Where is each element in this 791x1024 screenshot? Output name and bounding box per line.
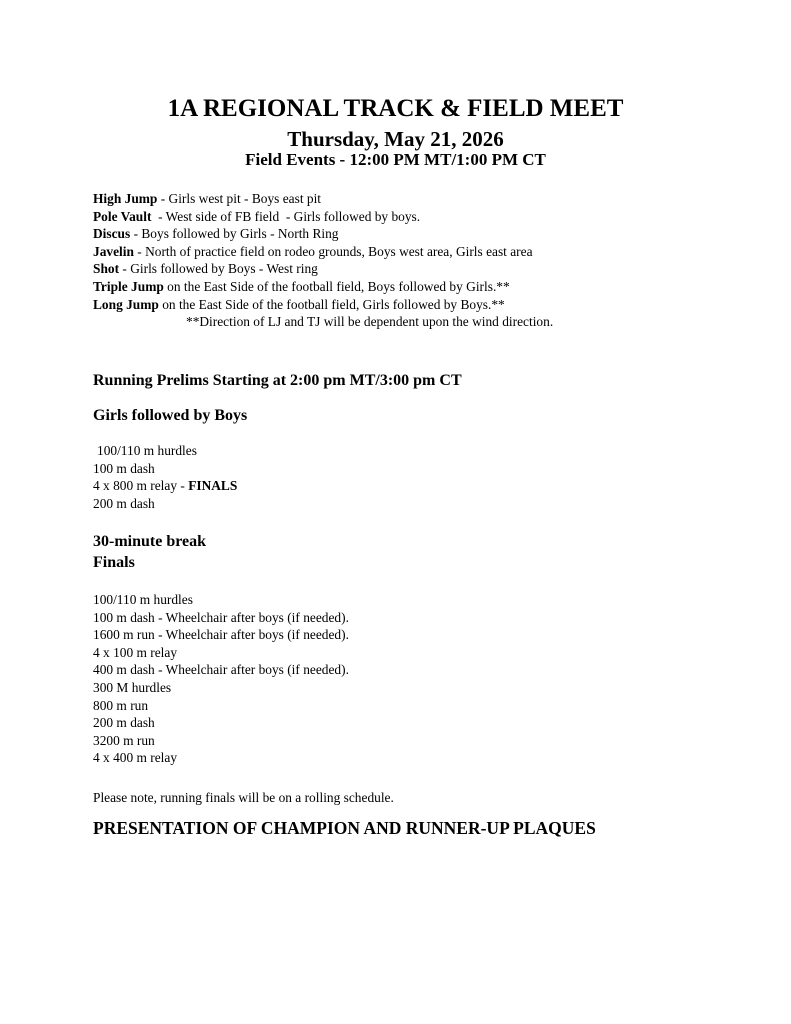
field-event-detail: - Girls followed by Boys - West ring bbox=[119, 261, 318, 277]
list-item: 800 m run bbox=[93, 697, 149, 713]
field-event-detail: - North of practice field on rodeo grounds, Boys west area, Girls east area bbox=[133, 243, 533, 259]
field-event-detail: - Boys followed by Girls - North Ring bbox=[130, 226, 339, 242]
event-text: 4 x 800 m relay - bbox=[93, 478, 189, 494]
prelims-order-heading: Girls followed by Boys bbox=[93, 407, 248, 424]
field-events-time: Field Events - 12:00 PM MT/1:00 PM CT bbox=[245, 150, 546, 169]
field-event-row bbox=[93, 260, 753, 278]
list-item: 100 m dash - Wheelchair after boys (if needed). bbox=[93, 609, 349, 625]
meet-date: Thursday, May 21, 2026 bbox=[287, 127, 504, 151]
list-item: 200 m dash bbox=[93, 715, 155, 731]
field-event-name: High Jump bbox=[93, 191, 158, 206]
field-event-name: Long Jump bbox=[93, 296, 159, 312]
field-event-detail: - West side of FB field - Girls followed by boys. bbox=[151, 208, 421, 224]
list-item: 4 x 100 m relay bbox=[93, 644, 178, 660]
list-item: 1600 m run - Wheelchair after boys (if needed). bbox=[93, 627, 349, 643]
list-item bbox=[93, 495, 237, 513]
field-event-detail: on the East Side of the football field, Boys followed by Girls.** bbox=[163, 278, 510, 294]
list-item: 400 m dash - Wheelchair after boys (if needed). bbox=[93, 662, 349, 678]
field-event-name: Discus bbox=[93, 226, 131, 242]
field-event-name: Pole Vault bbox=[93, 208, 152, 224]
field-event-name: Triple Jump bbox=[93, 278, 164, 294]
rolling-schedule-note: Please note, running finals will be on a rolling schedule. bbox=[93, 790, 394, 805]
field-event-row bbox=[93, 243, 753, 261]
field-event-name: Javelin bbox=[93, 243, 134, 259]
list-item: 4 x 400 m relay bbox=[93, 750, 178, 766]
field-event-detail: on the East Side of the football field, Girls followed by Boys.** bbox=[158, 296, 505, 312]
meet-title: 1A REGIONAL TRACK & FIELD MEET bbox=[167, 95, 624, 122]
finals-events-list bbox=[93, 591, 349, 767]
list-item bbox=[93, 442, 237, 460]
field-event-detail: - Girls west pit - Boys east pit bbox=[157, 191, 322, 206]
wind-direction-note: **Direction of LJ and TJ will be dependent upon the wind direction. bbox=[186, 314, 554, 330]
list-item: 100/110 m hurdles bbox=[93, 592, 193, 607]
event-text: 200 m dash bbox=[93, 495, 155, 511]
list-item bbox=[93, 477, 237, 495]
field-event-row bbox=[93, 296, 753, 314]
list-item: 300 M hurdles bbox=[93, 679, 172, 695]
field-event-name: Shot bbox=[93, 261, 120, 277]
field-event-row bbox=[93, 190, 753, 208]
prelims-heading: Running Prelims Starting at 2:00 pm MT/3:00 pm CT bbox=[93, 372, 462, 389]
field-events-list bbox=[93, 190, 753, 331]
field-event-row bbox=[93, 278, 753, 296]
event-text: 100 m dash bbox=[93, 460, 155, 476]
event-bold-text: FINALS bbox=[188, 478, 238, 494]
field-event-row bbox=[93, 208, 753, 226]
event-text: 100/110 m hurdles bbox=[97, 443, 197, 458]
list-item bbox=[93, 460, 237, 478]
presentation-heading: PRESENTATION OF CHAMPION AND RUNNER-UP PLAQUES bbox=[93, 818, 596, 838]
finals-heading: Finals bbox=[93, 554, 135, 571]
field-event-row bbox=[93, 225, 753, 243]
prelims-events-list bbox=[93, 442, 237, 512]
break-heading: 30-minute break bbox=[93, 533, 207, 550]
list-item: 3200 m run bbox=[93, 732, 155, 748]
